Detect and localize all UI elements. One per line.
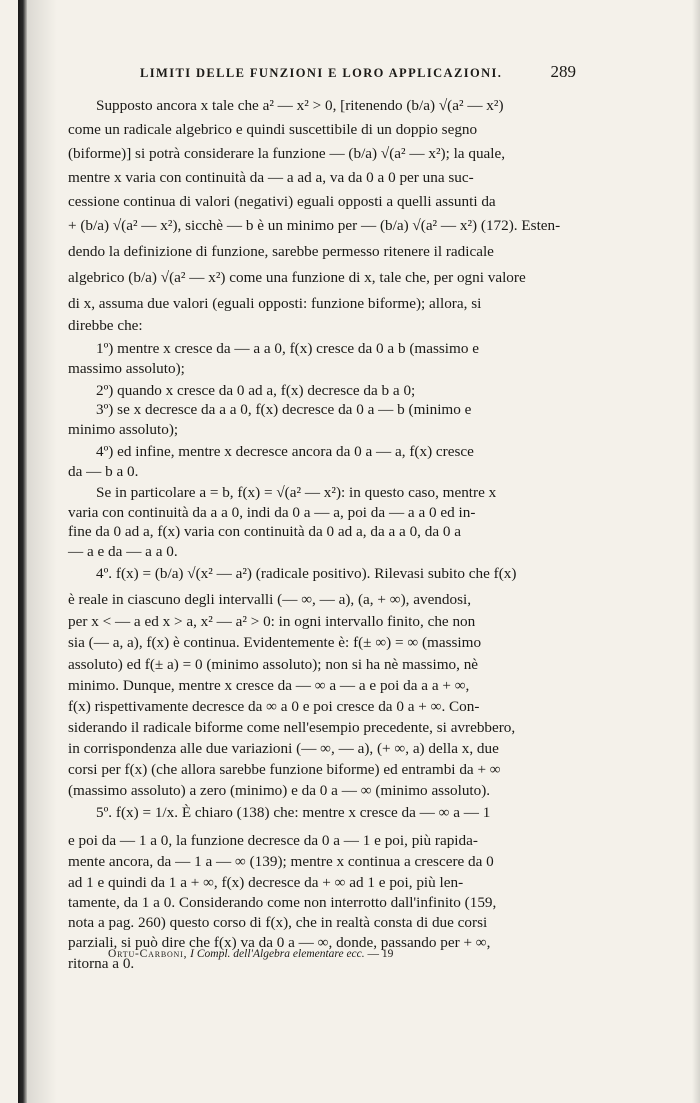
running-head: LIMITI DELLE FUNZIONI E LORO APPLICAZIONI.: [140, 66, 503, 80]
text-line: sia (— a, a), f(x) è continua. Evidentemente è: f(± ∞) = ∞ (massimo: [68, 634, 482, 651]
text-line: direbbe che:: [68, 317, 143, 334]
footer-signature: [108, 948, 508, 960]
text-line: di x, assuma due valori (eguali opposti: funzione biforme); allora, si: [68, 295, 482, 312]
gutter-shadow: [27, 0, 57, 1103]
text-line: 2º) quando x cresce da 0 ad a, f(x) decresce da b a 0;: [96, 382, 416, 399]
text-line: algebrico (b/a) √(a² — x²) come una funzione di x, tale che, per ogni valore: [68, 269, 526, 286]
text-line: minimo assoluto);: [68, 421, 179, 438]
text-line: per x < — a ed x > a, x² — a² > 0: in ogni intervallo finito, che non: [68, 613, 476, 630]
text-line: varia con continuità da a a 0, indi da 0 a — a, poi da — a a 0 ed in-: [68, 504, 476, 521]
text-line: è reale in ciascuno degli intervalli (— ∞, — a), (a, + ∞), avendosi,: [68, 591, 472, 608]
footer-signature-mark: — 19: [367, 948, 394, 960]
text-line: f(x) rispettivamente decresce da ∞ a 0 e poi cresce da 0 a + ∞. Con-: [68, 698, 480, 715]
footer-author: Ortu-Carboni,: [108, 948, 188, 960]
text-line: dendo la definizione di funzione, sarebbe permesso ritenere il radicale: [68, 243, 494, 260]
text-line: ritorna a 0.: [68, 955, 135, 972]
footer-title: I Compl. dell'Algebra elementare ecc.: [190, 948, 365, 960]
text-line: (biforme)] si potrà considerare la funzione — (b/a) √(a² — x²); la quale,: [68, 145, 506, 162]
text-line: Supposto ancora x tale che a² — x² > 0, [ritenendo (b/a) √(a² — x²): [96, 97, 504, 114]
text-line: 1º) mentre x cresce da — a a 0, f(x) cresce da 0 a b (massimo e: [96, 340, 479, 357]
text-line: mente ancora, da — 1 a — ∞ (139); mentre x continua a crescere da 0: [68, 853, 494, 870]
text-line: ad 1 e quindi da 1 a + ∞, f(x) decresce da + ∞ ad 1 e poi, più len-: [68, 874, 464, 891]
text-line: massimo assoluto);: [68, 360, 185, 377]
page-number: 289: [550, 62, 576, 81]
book-spine-shadow: [18, 0, 27, 1103]
text-line: parziali, si può dire che f(x) va da 0 a — ∞, donde, passando per + ∞,: [68, 934, 491, 951]
page-edge: [692, 0, 700, 1103]
text-line: 3º) se x decresce da a a 0, f(x) decresce da 0 a — b (minimo e: [96, 401, 472, 418]
text-line: corsi per f(x) (che allora sarebbe funzione biforme) ed entrambi da + ∞: [68, 761, 501, 778]
text-line: + (b/a) √(a² — x²), sicchè — b è un minimo per — (b/a) √(a² — x²) (172). Esten-: [68, 217, 561, 234]
text-line: (massimo assoluto) a zero (minimo) e da 0 a — ∞ (minimo assoluto).: [68, 782, 491, 799]
text-line: minimo. Dunque, mentre x cresce da — ∞ a — a e poi da a a + ∞,: [68, 677, 470, 694]
page-header: [140, 62, 576, 86]
text-line: 4º. f(x) = (b/a) √(x² — a²) (radicale positivo). Rilevasi subito che f(x): [96, 565, 517, 582]
text-line: 4º) ed infine, mentre x decresce ancora da 0 a — a, f(x) cresce: [96, 443, 474, 460]
text-line: in corrispondenza alle due variazioni (— ∞, — a), (+ ∞, a) della x, due: [68, 740, 499, 757]
text-line: fine da 0 ad a, f(x) varia con continuità da 0 ad a, da a a 0, da 0 a: [68, 523, 462, 540]
text-line: — a e da — a a 0.: [68, 543, 178, 560]
text-line: nota a pag. 260) questo corso di f(x), che in realtà consta di due corsi: [68, 914, 488, 931]
text-line: e poi da — 1 a 0, la funzione decresce da 0 a — 1 e poi, più rapida-: [68, 832, 478, 849]
text-line: 5º. f(x) = 1/x. È chiaro (138) che: mentre x cresce da — ∞ a — 1: [96, 804, 491, 821]
text-line: tamente, da 1 a 0. Considerando come non interrotto dall'infinito (159,: [68, 894, 497, 911]
text-line: assoluto) ed f(± a) = 0 (minimo assoluto); non si ha nè massimo, nè: [68, 656, 479, 673]
text-line: Se in particolare a = b, f(x) = √(a² — x²): in questo caso, mentre x: [96, 484, 497, 501]
text-line: da — b a 0.: [68, 463, 139, 480]
text-line: mentre x varia con continuità da — a ad a, va da 0 a 0 per una suc-: [68, 169, 474, 186]
text-line: siderando il radicale biforme come nell'esempio precedente, si avrebbero,: [68, 719, 516, 736]
text-line: cessione continua di valori (negativi) eguali opposti a quelli assunti da: [68, 193, 496, 210]
text-line: come un radicale algebrico e quindi suscettibile di un doppio segno: [68, 121, 478, 138]
